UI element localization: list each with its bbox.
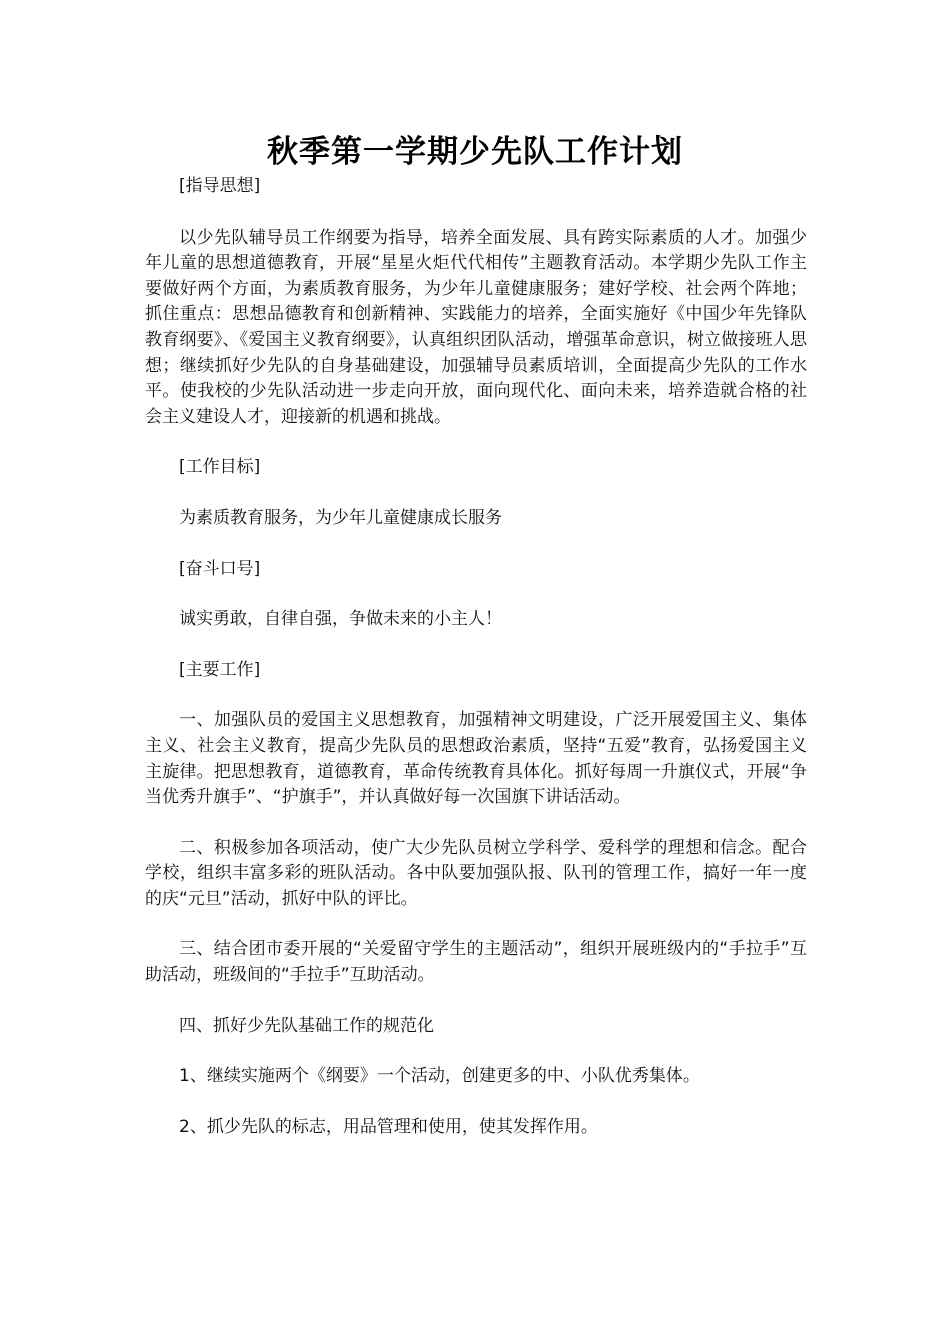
section-heading-main-work: [主要工作] [179, 659, 261, 680]
paragraph-sub-1: 1、继续实施两个《纲要》一个活动，创建更多的中、小队优秀集体。 [179, 1066, 700, 1087]
paragraph-slogan: 诚实勇敢，自律自强，争做未来的小主人！ [179, 609, 502, 630]
paragraph-guiding: 以少先队辅导员工作纲要为指导，培养全面发展、具有跨实际素质的人才。加强少年儿童的思想道德教育，开展“星星火炬代代相传”主题教育活动。本学期少先队工作主要做好两个方面，为素质教育服务，为少年儿童健康服务；建好学校、社会两个阵地；抓住重点：思想品德教育和创新精神、实践能力的培养，全面实施好《中国少年先锋队教育纲要》、《爱国主义教育纲要》，认真组织团队活动，增强革命意识，树立做接班人思想；继续抓好少先队的自身基础建设，加强辅导员素质培训，全面提高少先队的工作水平。使我校的少先队活动进一步走向开放，面向现代化、面向未来，培养造就合格的社会主义建设人才，迎接新的机遇和挑战。 [145, 227, 807, 427]
paragraph-sub-2: 2、抓少先队的标志，用品管理和使用，使其发挥作用。 [179, 1116, 598, 1137]
paragraph-goal: 为素质教育服务，为少年儿童健康成长服务 [179, 507, 502, 528]
section-heading-guiding: [指导思想] [179, 176, 261, 196]
section-heading-goal: [工作目标] [179, 457, 261, 478]
section-heading-slogan: [奋斗口号] [179, 558, 261, 579]
paragraph-item-4: 四、抓好少先队基础工作的规范化 [179, 1015, 434, 1036]
paragraph-item-1: 一、加强队员的爱国主义思想教育，加强精神文明建设，广泛开展爱国主义、集体主义、社会主义教育，提高少先队员的思想政治素质，坚持“五爱”教育，弘扬爱国主义主旋律。把思想教育，道德教育，革命传统教育具体化。抓好每周一升旗仪式，开展“争当优秀升旗手”、“护旗手”，并认真做好每一次国旗下讲话活动。 [145, 710, 807, 808]
document-title: 秋季第一学期少先队工作计划 [267, 134, 683, 170]
paragraph-item-2: 二、积极参加各项活动，使广大少先队员树立学科学、爱科学的理想和信念。配合学校，组织丰富多彩的班队活动。各中队要加强队报、队刊的管理工作，搞好一年一度的庆“元旦”活动，抓好中队的评比。 [145, 837, 807, 909]
paragraph-item-3: 三、结合团市委开展的“关爱留守学生的主题活动”，组织开展班级内的“手拉手”互助活动，班级间的“手拉手”互助活动。 [145, 939, 807, 986]
document-body [145, 174, 807, 1165]
